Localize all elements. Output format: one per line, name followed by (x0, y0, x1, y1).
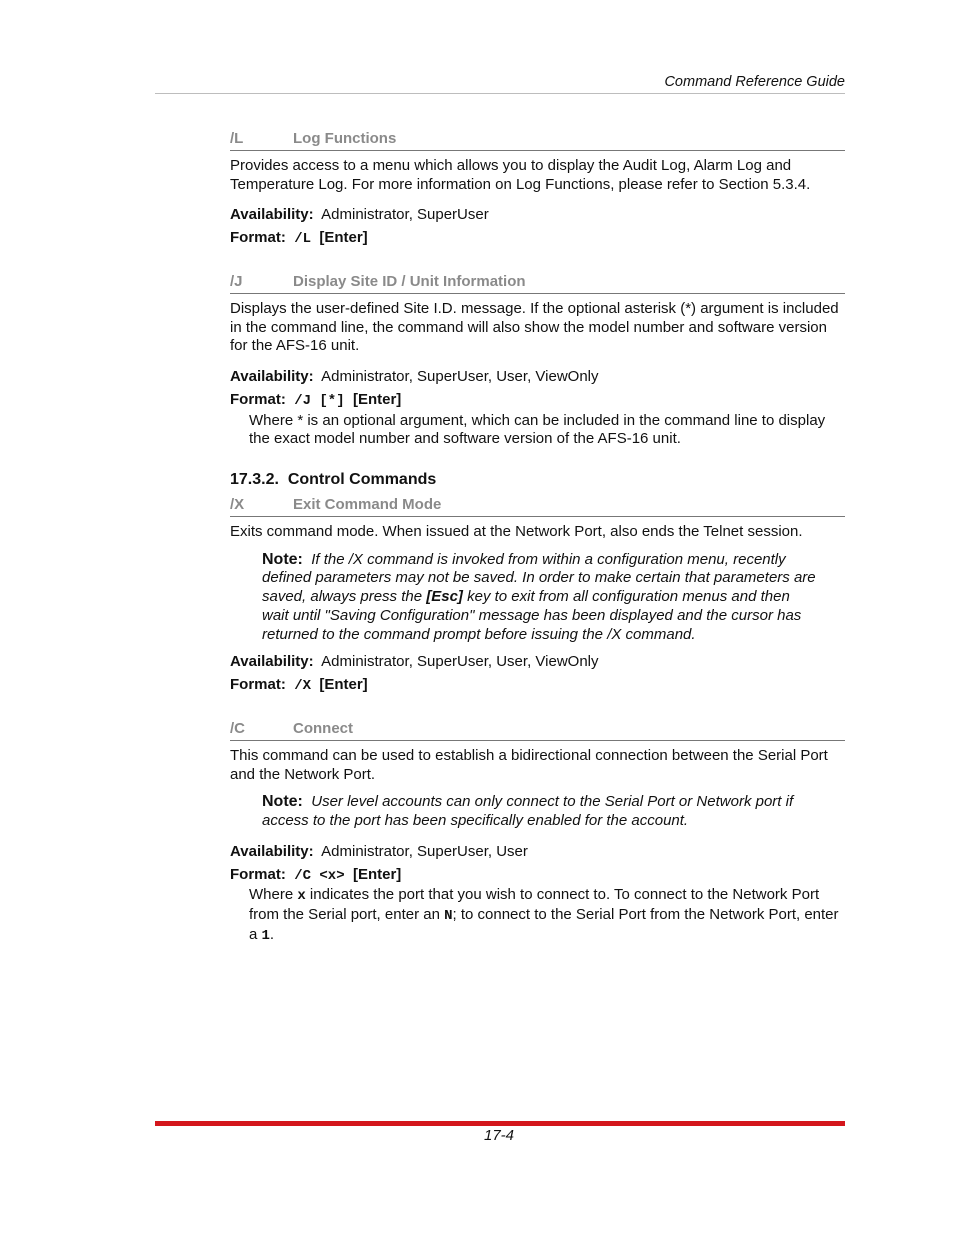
section-log-functions (230, 130, 845, 249)
section-heading (230, 273, 845, 294)
footer-rule (155, 1121, 845, 1126)
description: This command can be used to establish a bidirectional connection between the Serial Port and the Network Port. (230, 747, 828, 783)
description: Provides access to a menu which allows you to display the Audit Log, Alarm Log and Temperature Log. For more information on Log Functions, please refer to Section 5.3.4. (230, 157, 811, 193)
format: Format: /X [Enter] (230, 675, 368, 694)
section-heading (230, 130, 845, 151)
command-title: Connect (293, 720, 353, 737)
description: Displays the user-defined Site I.D. message. If the optional asterisk (*) argument is included in the command line, the command will also show the model number and software version for the AFS-16 unit. (230, 300, 839, 355)
description: Exits command mode. When issued at the Network Port, also ends the Telnet session. (230, 523, 803, 540)
section-heading (230, 496, 845, 517)
page-number: 17-4 (484, 1127, 515, 1144)
section-display-site-id (230, 273, 845, 449)
subsection-number: 17.3.2. (230, 471, 279, 488)
availability: Availability: Administrator, SuperUser, User, ViewOnly (230, 368, 599, 386)
command-name: /L (230, 130, 244, 147)
section-exit-command-mode (230, 496, 845, 696)
command-name: /C (230, 720, 245, 737)
format: Format: /L [Enter] (230, 229, 368, 248)
section-connect (230, 720, 845, 945)
availability: Availability: Administrator, SuperUser, User (230, 842, 528, 860)
format: Format: /J [*] [Enter] (230, 390, 402, 409)
note: Note: If the /X command is invoked from within a configuration menu, recently defined parameters may not be saved. In order to make certain that parameters are saved, always press the [Esc] key to exit from all configuration menus and then wait until "Saving Configuration" message has been displayed and the cursor has returned to the command prompt before issuing the /X command. (262, 550, 816, 643)
section-heading (230, 720, 845, 741)
argument-explanation: Where x indicates the port that you wish to connect to. To connect to the Network Port from the Serial port, enter an N; to connect to the Serial Port from the Network Port, enter a 1. (249, 886, 839, 944)
page-header (155, 72, 845, 94)
header-title: Command Reference Guide (664, 74, 845, 90)
note: Note: User level accounts can only connect to the Serial Port or Network port if access to the port has been specifically enabled for the account. (262, 793, 794, 830)
subsection-title: Control Commands (287, 471, 437, 488)
command-name: /X (230, 496, 245, 513)
command-name: /J (230, 273, 243, 290)
availability: Availability: Administrator, SuperUser (230, 206, 489, 224)
format: Format: /C <x> [Enter] (230, 865, 402, 884)
command-title: Display Site ID / Unit Information (293, 273, 526, 290)
command-title: Log Functions (293, 130, 397, 147)
command-title: Exit Command Mode (293, 496, 442, 513)
subsection-heading (230, 471, 436, 489)
availability: Availability: Administrator, SuperUser, User, ViewOnly (230, 653, 599, 671)
argument-explanation: Where * is an optional argument, which can be included in the command line to display the exact model number and software version of the AFS-16 unit. (249, 411, 826, 448)
